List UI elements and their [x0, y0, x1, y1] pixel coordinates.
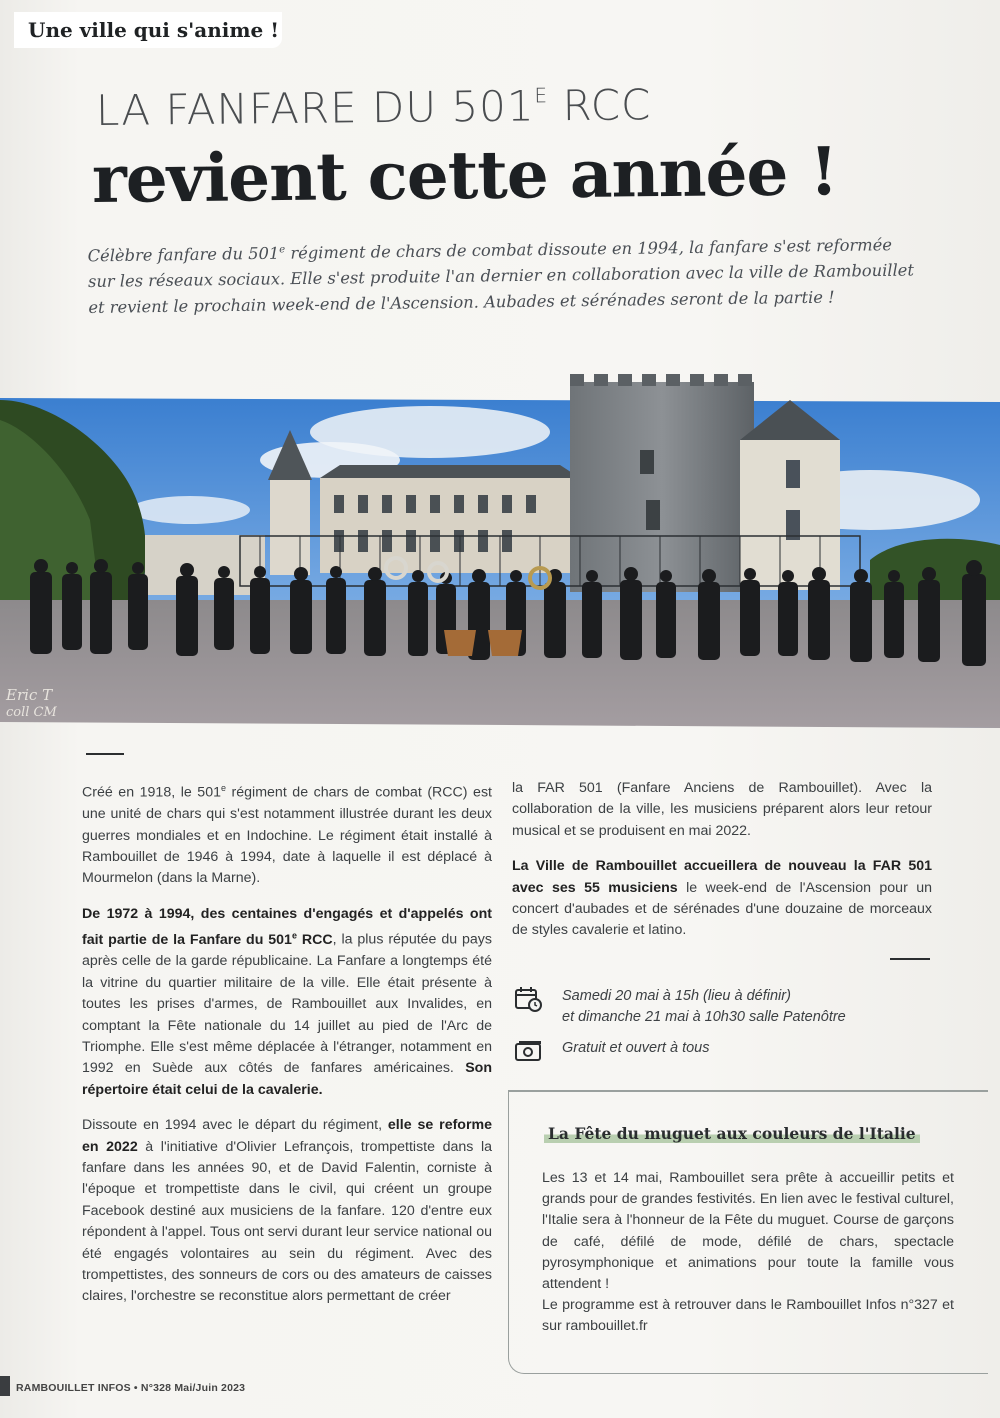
divider-left	[86, 753, 124, 755]
box-paragraph-1: Les 13 et 14 mai, Rambouillet sera prête à accueillir petits et grands pour de grandes festivités. En lien avec le festival culturel, l'Italie sera à l'honneur de la Fête du muguet. Course de garçons de café, défilé de mode, défilé de chars, spectacle pyrosymphonique et animations pour toute la famille vous attendent !	[542, 1170, 954, 1293]
calendar-clock-icon	[514, 986, 542, 1012]
paragraph-far501: la FAR 501 (Fanfare Anciens de Rambouillet). Avec la collaboration de la ville, les musiciens préparent alors leur retour musical et se produisent en mai 2022.	[512, 780, 932, 839]
divider-right	[890, 958, 930, 960]
ticket-icon	[514, 1038, 542, 1064]
paragraph-fanfare: De 1972 à 1994, des centaines d'engagés et d'appelés ont fait partie de la Fanfare du 501e RCC, la plus réputée du pays après celle de la garde républicaine. La Fanfare a longtemps été la vitrine du quartier militaire de la ville. Elle était présente à toutes les prises d'armes, de Rambouillet aux Invalides, en comptant la Fête nationale du 14 juillet au pied de l'Arc de Triomphe. Elle s'est même déplacée à l'étranger, notamment en 1992 en Suède aux côtés de fanfares américaines. Son répertoire était celui de la cavalerie.	[82, 905, 492, 1098]
photo-credit: Eric T	[6, 686, 53, 704]
fanfare-photo	[0, 360, 1000, 728]
title-line1: LA FANFARE DU $501^E$ RCC	[95, 80, 652, 135]
box-paragraph-2: Le programme est à retrouver dans le Rambouillet Infos n°327 et sur rambouillet.fr	[542, 1297, 954, 1335]
page-number-mark	[0, 1376, 10, 1396]
photo-credit-2: coll CM	[6, 705, 57, 720]
event-infos	[512, 986, 932, 1069]
right-column	[512, 778, 932, 956]
date-line-1: Samedi 20 mai à 15h (lieu à définir)	[562, 988, 791, 1004]
box-text	[542, 1168, 954, 1338]
date-line-2: et dimanche 21 mai à 10h30 salle Patenôtre	[562, 1009, 846, 1025]
paragraph-reform: Dissoute en 1994 avec le départ du régiment, elle se reforme en 2022 à l'initiative d'Olivier Lefrançois, trompettiste dans la fanfare dans les années 90, et de David Falentin, corniste à l'époque et trompettiste dans le civil, qui créent un groupe Facebook destiné aux musiciens de la fanfare. 120 d'entre eux répondent à l'appel. Tous ont servi durant leur service national ou été engagés volontaires au sein du régiment. Avec des trompettistes, des sonneurs de cors ou des amateurs de caisses claires, l'orchestre se reconstitue alors permettant de créer	[82, 1117, 492, 1305]
paragraph-history: Créé en 1918, le 501e régiment de chars de combat (RCC) est une unité de chars qui s'est notamment illustrée durant les deux guerres mondiales et en Indochine. Le régiment était installé à Rambouillet de 1946 à 1994, date à laquelle il est déplacé à Mourmelon (dans la Marne).	[82, 783, 492, 887]
section-tag: Une ville qui s'anime !	[14, 12, 282, 48]
price-text: Gratuit et ouvert à tous	[562, 1040, 710, 1056]
box-title: La Fête du muguet aux couleurs de l'Italie	[544, 1124, 920, 1143]
info-dates	[512, 986, 932, 1028]
paragraph-concert: La Ville de Rambouillet accueillera de nouveau la FAR 501 avec ses 55 musiciens le week-end de l'Ascension pour un concert d'aubades et de sérénades d'une douzaine de morceaux de styles cavalerie et latino.	[512, 858, 932, 939]
title-line2: revient cette année !	[91, 132, 838, 218]
footer: RAMBOUILLET INFOS • N°328 Mai/Juin 2023	[16, 1382, 246, 1394]
intro-paragraph: Célèbre fanfare du 501e régiment de chars de combat dissoute en 1994, la fanfare s'est reformée sur les réseaux sociaux. Elle s'est produite l'an dernier en collaboration avec la ville de Rambouillet et revient le prochain week-end de l'Ascension. Aubades et sérénades seront de la partie !	[87, 235, 915, 318]
left-column	[82, 778, 492, 1322]
info-price	[512, 1038, 932, 1059]
